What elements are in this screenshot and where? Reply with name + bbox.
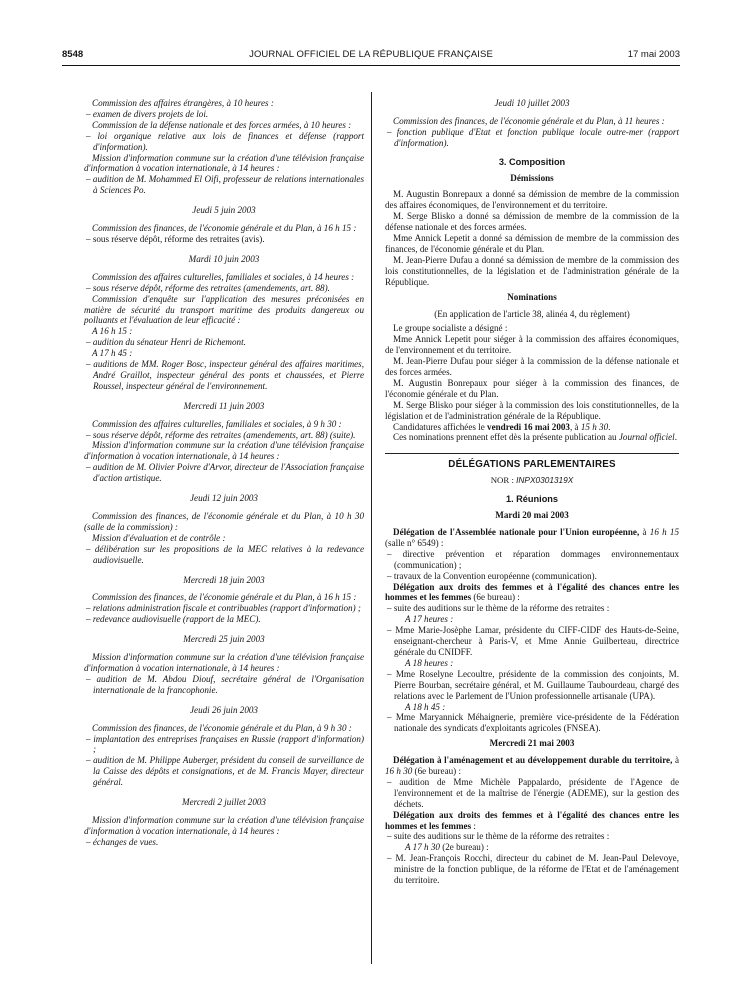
nomination-paragraph: Mme Annick Lepetit pour siéger à la commission des affaires économiques, de l'environnement et du territoire. [385, 334, 679, 356]
agenda-item: – audition de M. Mohammed El Oifi, professeur de relations internationales à Sciences Po. [86, 174, 364, 196]
right-column [385, 98, 679, 886]
notice-text: , à [569, 421, 581, 432]
commission-heading: Mission d'information commune sur la création d'une télévision française d'information à vocation internationale, à 14 heures : [84, 440, 364, 462]
agenda-item: – audition de M. Philippe Auberger, président du conseil de surveillance de la Caisse des dépôts et consignations, et de M. Francis Mayer, directeur général. [86, 755, 364, 788]
agenda-item: – Mme Maryannick Méhaignerie, première vice-présidente de la Fédération nationale des syndicats d'exploitants agricoles (FNSEA). [387, 712, 679, 734]
heading-text: (salle n° 6549) : [385, 537, 444, 548]
left-column [84, 98, 364, 848]
agenda-item: – directive prévention et réparation dommages environnementaux (communication) ; [387, 548, 679, 570]
commission-heading: Commission des finances, de l'économie générale et du Plan, à 9 h 30 : [92, 722, 352, 733]
delegation-name: Délégation aux droits des femmes et à l'égalité des chances entre les hommes et les femmes [385, 809, 679, 831]
agenda-item: – redevance audiovisuelle (rapport de la MEC). [86, 614, 261, 625]
nomination-paragraph: M. Jean-Pierre Dufau pour siéger à la commission de la défense nationale et des forces armées. [385, 356, 679, 378]
time-slot: A 17 heures : [405, 614, 454, 625]
agenda-item: – Mme Marie-Josèphe Lamar, présidente du CIFF-CIDF des Hauts-de-Seine, enseignant-chercheur à Paris-V, et Mme Annie Guilberteau, directrice générale du CNIDFF. [387, 625, 679, 657]
notice-text: Ces nominations prennent effet dès la présente publication au [393, 432, 619, 443]
subsection-heading-nominations: Nominations [507, 291, 557, 302]
section-heading-composition: 3. Composition [498, 156, 566, 167]
issue-date: 17 mai 2003 [627, 49, 680, 60]
agenda-item: – travaux de la Convention européenne (communication). [387, 570, 597, 581]
agenda-item: – sous réserve dépôt, réforme des retraites (amendements, art. 88). [86, 282, 330, 293]
page-number: 8548 [62, 49, 84, 60]
date-heading: Mercredi 11 juin 2003 [183, 400, 265, 411]
time-slot: A 18 heures : [405, 657, 454, 668]
resignation-paragraph: Mme Annick Lepetit a donné sa démission de membre de la commission des finances, de l'économie générale et du Plan. [385, 233, 679, 254]
delegation-heading [385, 582, 679, 604]
delegation-name: Délégation aux droits des femmes et à l'égalité des chances entre les hommes et les femmes [385, 581, 679, 603]
meeting-time: 16 h 15 [649, 527, 679, 537]
agenda-item: – échanges de vues. [86, 836, 159, 847]
journal-reference: Journal officiel [618, 432, 675, 443]
agenda-item: – audition de M. Olivier Poivre d'Arvor, directeur de l'Association française d'action artistique. [86, 462, 364, 484]
nominations-legal-basis: (En application de l'article 38, alinéa 4, du règlement) [434, 308, 630, 319]
agenda-item: – audition de M. Abdou Diouf, secrétaire général de l'Organisation internationale de la francophonie. [86, 673, 364, 695]
commission-heading: Mission d'information commune sur la création d'une télévision française d'information à vocation internationale, à 14 heures : [84, 814, 364, 836]
column-divider [371, 92, 372, 964]
delegation-name: Délégation à l'aménagement et au développement durable du territoire, [393, 755, 673, 766]
date-heading: Jeudi 12 juin 2003 [190, 493, 258, 504]
subsection-heading-resignations: Démissions [510, 172, 554, 183]
commission-heading: Commission des affaires culturelles, familiales et sociales, à 9 h 30 : [92, 418, 342, 429]
agenda-item: – relations administration fiscale et contribuables (rapport d'information) ; [86, 603, 361, 614]
commission-heading: Commission des affaires culturelles, familiales et sociales, à 14 heures : [92, 271, 355, 282]
agenda-item: – suite des auditions sur le thème de la réforme des retraites : [387, 831, 610, 842]
commission-heading: Commission des finances, de l'économie générale et du Plan, à 11 heures : [393, 115, 665, 126]
agenda-item: – M. Jean-François Rocchi, directeur du cabinet de M. Jean-Paul Delevoye, ministre de la fonction publique, de la réforme de l'Etat et de l'aménagement du territoire. [387, 853, 679, 886]
notice-date: vendredi 16 mai 2003 [487, 421, 570, 432]
commission-heading: Mission d'information commune sur la création d'une télévision française d'information à vocation internationale, à 14 heures : [84, 152, 364, 174]
date-heading: Mardi 10 juin 2003 [188, 253, 260, 264]
heading-text: (6e bureau) : [412, 766, 462, 777]
notice-text: Candidatures affichées le [393, 421, 488, 432]
time-slot: A 16 h 15 : [92, 326, 133, 337]
agenda-item: – loi organique relative aux lois de finances et défense (rapport d'information). [86, 130, 364, 152]
heading-text: à [639, 527, 650, 537]
agenda-item: – Mme Roselyne Lecoultre, présidente de la commission des conjoints, M. Pierre Bourban, secrétaire général, et M. Guillaume Taubourdeau, chargé des relations avec le Parlement de l'Union professionnelle artisanale (UPA). [387, 668, 679, 701]
resignation-paragraph: M. Serge Blisko a donné sa démission de membre de la commission de la défense nationale et des forces armées. [385, 211, 679, 233]
page-header [62, 49, 680, 63]
commission-heading: Mission d'information commune sur la création d'une télévision française d'information à vocation internationale, à 14 heures : [84, 652, 364, 673]
agenda-item: – délibération sur les propositions de la MEC relatives à la redevance audiovisuelle. [86, 543, 364, 565]
commission-heading: Commission des finances, de l'économie générale et du Plan, à 16 h 15 : [92, 592, 357, 603]
nomination-paragraph: M. Serge Blisko pour siéger à la commission des lois constitutionnelles, de la législation et de l'administration générale de la République. [385, 399, 679, 421]
delegation-heading [385, 810, 679, 832]
time-slot [385, 842, 679, 853]
time-slot: A 17 h 45 : [92, 348, 133, 359]
effect-notice [385, 432, 679, 443]
candidatures-notice [385, 422, 679, 433]
notice-text: . [608, 421, 611, 432]
date-heading: Mercredi 2 juillet 2003 [182, 797, 266, 808]
heading-text: à [672, 755, 679, 766]
agenda-item: – suite des auditions sur le thème de la réforme des retraites : [387, 603, 610, 614]
nor-reference [385, 475, 679, 486]
section-separator [385, 453, 679, 454]
time-slot: A 18 h 45 : [405, 701, 446, 712]
commission-heading: Commission d'enquête sur l'application des mesures préconisées en matière de sécurité du transport maritime des produits dangereux ou polluants et l'évaluation de leur efficacité : [84, 293, 364, 326]
commission-heading: Commission de la défense nationale et des forces armées, à 10 heures : [92, 119, 352, 130]
date-heading: Mercredi 25 juin 2003 [183, 634, 265, 645]
commission-heading: Mission d'évaluation et de contrôle : [92, 532, 226, 543]
heading-text: : [471, 820, 476, 831]
date-heading: Mardi 20 mai 2003 [495, 510, 569, 521]
resignation-paragraph: M. Jean-Pierre Dufau a donné sa démission de membre de la commission des lois constitutionnelles, de la législation et de l'administration générale de la République. [385, 254, 679, 287]
time-slot-room: (2e bureau) : [439, 842, 489, 853]
time-slot-time: A 17 h 30 [405, 842, 440, 853]
date-heading: Jeudi 5 juin 2003 [192, 205, 256, 216]
commission-heading: Commission des affaires étrangères, à 10 heures : [92, 98, 274, 108]
delegation-heading [385, 755, 679, 777]
agenda-item: – fonction publique d'Etat et fonction publique locale outre-mer (rapport d'information). [387, 126, 679, 148]
header-rule [62, 65, 680, 66]
delegation-name: Délégation de l'Assemblée nationale pour l'Union européenne, [393, 527, 640, 537]
date-heading: Mercredi 18 juin 2003 [183, 574, 265, 585]
delegation-heading [385, 527, 679, 549]
section-title-delegations: DÉLÉGATIONS PARLEMENTAIRES [448, 459, 616, 471]
agenda-item: – implantation des entreprises françaises en Russie (rapport d'information) ; [86, 733, 364, 755]
nomination-paragraph: Le groupe socialiste a désigné : [393, 323, 508, 334]
agenda-item: – sous réserve dépôt, réforme des retraites (amendements, art. 88) (suite). [86, 429, 356, 440]
commission-heading: Commission des finances, de l'économie générale et du Plan, à 10 h 30 (salle de la commission) : [84, 511, 364, 532]
agenda-item: – examen de divers projets de loi. [86, 108, 209, 119]
date-heading: Mercredi 21 mai 2003 [489, 738, 575, 749]
resignation-paragraph: M. Augustin Bonrepaux a donné sa démission de membre de la commission des affaires économiques, de l'environnement et du territoire. [385, 189, 679, 211]
notice-text: . [674, 432, 677, 443]
agenda-item: – auditions de MM. Roger Bosc, inspecteur général des affaires maritimes, André Graillot, inspecteur général des ponts et chaussées, et Pierre Roussel, inspecteur général de l'environnement. [86, 359, 364, 391]
nor-label: NOR : [490, 475, 517, 486]
date-heading: Jeudi 10 juillet 2003 [494, 98, 570, 108]
agenda-item: – audition de Mme Michèle Pappalardo, présidente de l'Agence de l'environnement et de la maîtrise de l'énergie (ADEME), sur la gestion des déchets. [387, 776, 679, 809]
commission-heading: Commission des finances, de l'économie générale et du Plan, à 16 h 15 : [92, 223, 357, 234]
nor-value: INPX0301319X [516, 475, 574, 486]
heading-text: (6e bureau) : [471, 592, 520, 603]
notice-time: 15 h 30 [580, 421, 609, 432]
nomination-paragraph: M. Augustin Bonrepaux pour siéger à la commission des finances, de l'économie générale et du Plan. [385, 377, 679, 399]
agenda-item [84, 234, 364, 245]
meeting-time: 16 h 30 [385, 766, 413, 777]
agenda-item: – audition du sénateur Henri de Richemont. [86, 337, 246, 348]
journal-title: JOURNAL OFFICIEL DE LA RÉPUBLIQUE FRANÇAISE [249, 49, 493, 60]
section-heading-meetings: 1. Réunions [505, 494, 559, 505]
agenda-item-text: – sous réserve dépôt, réforme des retraites (avis). [86, 233, 265, 244]
date-heading: Jeudi 26 juin 2003 [190, 704, 258, 715]
